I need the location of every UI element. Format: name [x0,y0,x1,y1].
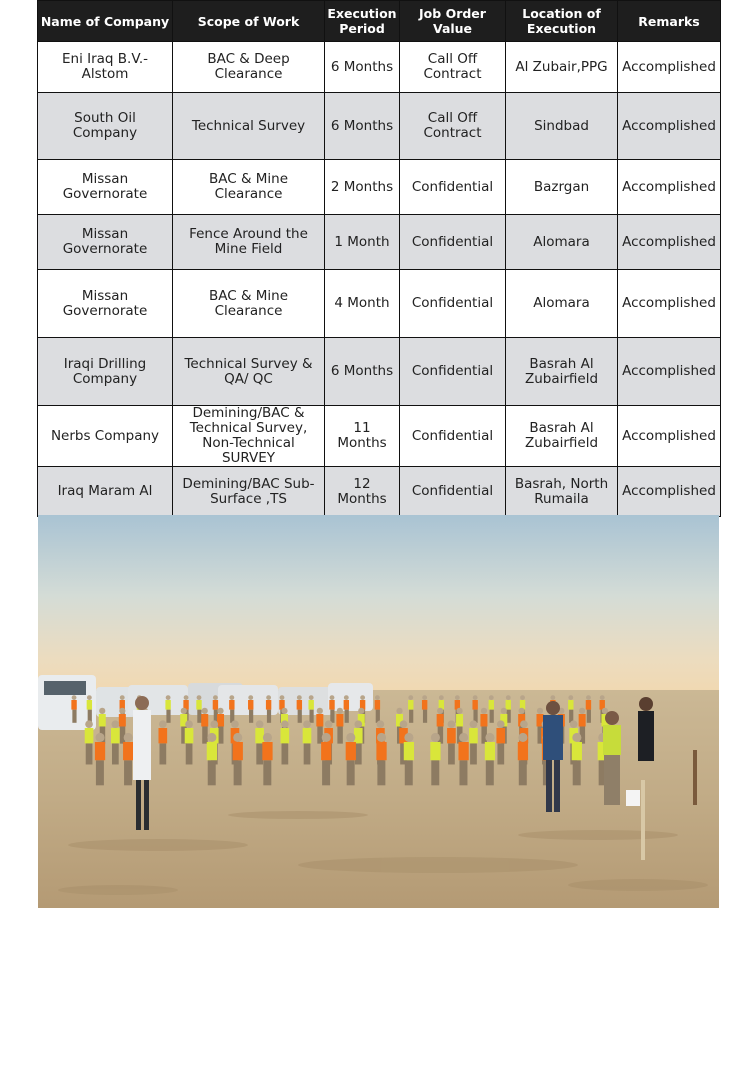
worker-legs [405,760,413,785]
worker-vest [354,728,363,743]
worker-vest [572,742,582,760]
worker-legs [282,743,289,764]
worker-legs [197,710,201,723]
worker-vest [297,700,302,710]
cell-remarks: Accomplished [618,42,721,93]
worker-head [185,720,193,728]
worker-legs [202,726,207,743]
worker-head [396,708,402,714]
worker-head [231,720,239,728]
worker-head [99,708,105,714]
worker-vest [71,700,76,710]
worker-head [317,708,323,714]
cell-company: Missan Governorate [38,215,173,270]
worker-head [358,708,364,714]
worker-legs [431,760,439,785]
header-period: Execution Period [325,1,400,42]
cell-value: Confidential [400,406,506,467]
worker-vest [422,700,427,710]
cell-remarks: Accomplished [618,270,721,338]
worker-head [459,733,468,742]
worker-legs [317,726,322,743]
worker-vest [506,700,511,710]
cell-period: 12 Months [325,467,400,517]
worker-legs [490,710,494,723]
table-row [38,215,721,270]
cell-value: Confidential [400,160,506,215]
worker-head [579,708,585,714]
worker-head [124,733,133,742]
worker-head [377,733,386,742]
worker-vest [408,700,413,710]
worker-head [481,708,487,714]
worker-head [337,708,343,714]
worker-head [95,733,104,742]
worker-vest [430,742,440,760]
header-value: Job Order Value [400,1,506,42]
worker-head [485,733,494,742]
cell-scope: Demining/BAC Sub-Surface ,TS [173,467,325,517]
worker-head [346,733,355,742]
worker-vest [95,742,105,760]
worker-head [520,720,528,728]
cell-location: Sindbad [506,93,618,160]
header-location: Location of Execution [506,1,618,42]
worker-vest [119,714,126,726]
worker-legs [448,743,455,764]
cell-scope: Fence Around the Mine Field [173,215,325,270]
worker-vest [472,700,477,710]
cell-period: 6 Months [325,338,400,406]
cell-value: Call Off Contract [400,93,506,160]
cell-location: Alomara [506,215,618,270]
worker-head [456,708,462,714]
worker-vest [196,700,201,710]
cell-company: Eni Iraq B.V.- Alstom [38,42,173,93]
worker-legs [234,760,242,785]
worker-legs [208,760,216,785]
cell-company: Missan Governorate [38,160,173,215]
worker-head [309,695,314,700]
worker-legs [330,710,334,723]
worker-legs [166,710,170,723]
worker-legs [72,710,76,723]
cell-company: Nerbs Company [38,406,173,467]
worker-vest [329,700,334,710]
worker-head [119,708,125,714]
worker-head [325,720,333,728]
cell-company: South Oil Company [38,93,173,160]
worker-head [344,695,349,700]
cell-location: Basrah Al Zubairfield [506,406,618,467]
worker-head [375,695,380,700]
cell-remarks: Accomplished [618,406,721,467]
cell-scope: Technical Survey [173,93,325,160]
worker-legs [124,760,132,785]
worker-vest [496,728,505,743]
worker-legs [347,760,355,785]
cell-scope: Demining/BAC & Technical Survey, Non-Technical SURVEY [173,406,325,467]
worker-head [207,733,216,742]
cell-value: Confidential [400,338,506,406]
table-row [38,338,721,406]
cell-remarks: Accomplished [618,160,721,215]
worker-head [550,695,555,700]
worker-head [400,720,408,728]
worker-legs [256,743,263,764]
worker-head [280,695,285,700]
cell-remarks: Accomplished [618,215,721,270]
cell-company: Iraq Maram Al [38,467,173,517]
worker-head [431,733,440,742]
cell-remarks: Accomplished [618,93,721,160]
worker-head [520,695,525,700]
cell-period: 6 Months [325,42,400,93]
worker-head [408,695,413,700]
worker-head [85,720,93,728]
worker-head [497,720,505,728]
worker-legs [409,710,413,723]
worker-vest [346,742,356,760]
worker-vest [281,728,290,743]
worker-head [354,720,362,728]
worker-head [586,695,591,700]
worker-legs [186,743,193,764]
worker-legs [423,710,427,723]
worker-head [501,708,507,714]
worker-head [506,695,511,700]
worker-legs [263,760,271,785]
worker-head [111,720,119,728]
worker-vest [255,728,264,743]
table-header-row [38,1,721,42]
cell-company: Missan Governorate [38,270,173,338]
worker-vest [586,700,591,710]
projects-table [37,0,721,517]
worker-vest [518,742,528,760]
worker-head [159,720,167,728]
table-row [38,93,721,160]
cell-location: Bazrgan [506,160,618,215]
worker-legs [86,743,93,764]
worker-vest [568,700,573,710]
cell-value: Confidential [400,467,506,517]
worker-head [87,695,92,700]
worker-legs [298,710,302,723]
worker-head [213,695,218,700]
worker-head [217,708,223,714]
cell-location: Alomara [506,270,618,338]
worker-vest [437,714,444,726]
worker-head [437,708,443,714]
worker-legs [96,760,104,785]
worker-vest [480,714,487,726]
worker-head [489,695,494,700]
worker-head [572,733,581,742]
worker-legs [486,760,494,785]
worker-head [600,695,605,700]
worker-vest [458,742,468,760]
cell-scope: BAC & Mine Clearance [173,270,325,338]
table-row [38,467,721,517]
worker-head [377,720,385,728]
worker-vest [375,700,380,710]
worker-head [233,733,242,742]
cell-period: 2 Months [325,160,400,215]
worker-head [570,720,578,728]
worker-legs [159,743,166,764]
worker-head [248,695,253,700]
table-row [38,406,721,467]
worker-legs [309,710,313,723]
worker-legs [267,710,271,723]
worker-legs [459,760,467,785]
table-row [38,160,721,215]
worker-vest [489,700,494,710]
worker-vest [99,714,106,726]
worker-head [263,733,272,742]
cell-value: Call Off Contract [400,42,506,93]
cell-value: Confidential [400,215,506,270]
worker-vest [321,742,331,760]
worker-head [266,695,271,700]
worker-vest [485,742,495,760]
worker-legs [355,743,362,764]
header-company: Name of Company [38,1,173,42]
worker-head [202,708,208,714]
worker-legs [587,710,591,723]
sky [38,515,719,695]
cell-period: 4 Month [325,270,400,338]
worker-head [184,695,189,700]
worker-vest [303,728,312,743]
worker-head [120,695,125,700]
worker-vest [165,700,170,710]
worker-vest [87,700,92,710]
worker-head [256,720,264,728]
worker-head [404,733,413,742]
worker-vest [85,728,94,743]
worker-head [281,708,287,714]
worker-head [439,695,444,700]
cell-location: Basrah Al Zubairfield [506,338,618,406]
worker-vest [158,728,167,743]
cell-remarks: Accomplished [618,338,721,406]
worker-vest [213,700,218,710]
cell-location: Basrah, North Rumaila [506,467,618,517]
cell-period: 6 Months [325,93,400,160]
worker-head [422,695,427,700]
worker-head [519,708,525,714]
worker-legs [322,760,330,785]
worker-vest [266,700,271,710]
cell-value: Confidential [400,270,506,338]
worker-head [473,695,478,700]
worker-vest [201,714,208,726]
worker-vest [229,700,234,710]
worker-head [537,708,543,714]
cell-scope: BAC & Mine Clearance [173,160,325,215]
table-row [38,270,721,338]
worker-vest [344,700,349,710]
worker-legs [573,760,581,785]
worker-vest [111,728,120,743]
worker-legs [345,710,349,723]
worker-vest [469,728,478,743]
worker-head [322,733,331,742]
worker-vest [185,728,194,743]
worker-vest [233,742,243,760]
worker-vest [316,714,323,726]
worker-head [281,720,289,728]
worker-legs [218,726,223,743]
worker-head [455,695,460,700]
worker-legs [304,743,311,764]
header-scope: Scope of Work [173,1,325,42]
worker-legs [377,760,385,785]
worker-head [518,733,527,742]
worker-head [568,695,573,700]
worker-legs [497,743,504,764]
worker-head [448,720,456,728]
worker-head [181,708,187,714]
desert-team-scene [38,515,719,908]
worker-vest [456,714,463,726]
worker-legs [112,743,119,764]
worker-legs [470,743,477,764]
worker-head [229,695,234,700]
cell-scope: Technical Survey & QA/ QC [173,338,325,406]
worker-head [330,695,335,700]
worker-vest [579,714,586,726]
worker-head [360,695,365,700]
worker-head [303,720,311,728]
worker-legs [519,760,527,785]
worker-head [297,695,302,700]
cell-company: Iraqi Drilling Company [38,338,173,406]
worker-vest [308,700,313,710]
worker-vest [207,742,217,760]
table-row [38,42,721,93]
worker-legs [337,726,342,743]
worker-vest [262,742,272,760]
cell-period: 11 Months [325,406,400,467]
team-field-photo [38,515,719,908]
cell-remarks: Accomplished [618,467,721,517]
worker-head [166,695,171,700]
cell-scope: BAC & Deep Clearance [173,42,325,93]
header-remarks: Remarks [618,1,721,42]
worker-legs [249,710,253,723]
worker-head [197,695,202,700]
worker-vest [248,700,253,710]
worker-head [470,720,478,728]
worker-vest [376,742,386,760]
cell-period: 1 Month [325,215,400,270]
worker-head [210,720,218,728]
worker-vest [123,742,133,760]
worker-vest [447,728,456,743]
worker-vest [404,742,414,760]
worker-head [72,695,77,700]
cell-location: Al Zubair,PPG [506,42,618,93]
worker-vest [336,714,343,726]
